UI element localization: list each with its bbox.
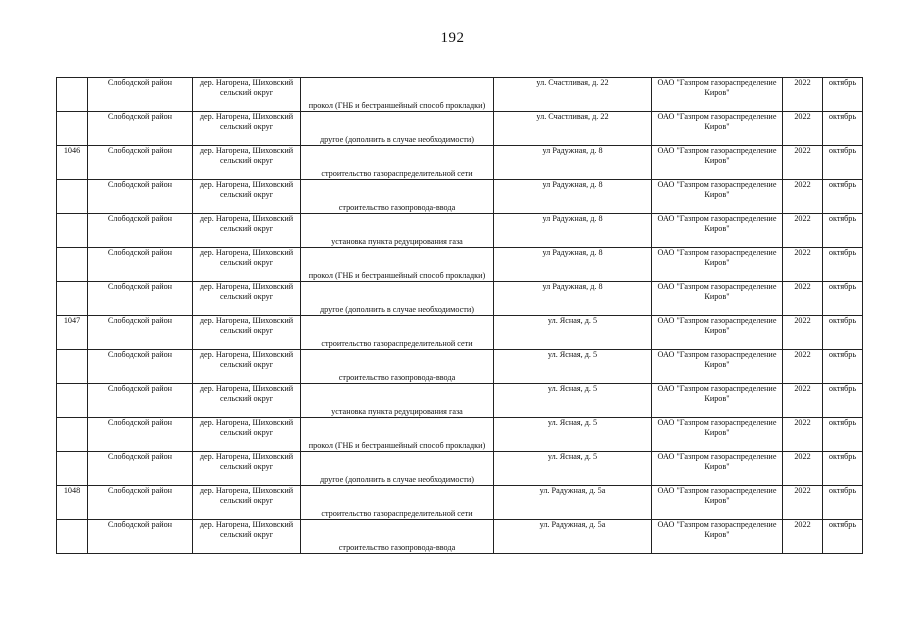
work-type-cell-text: другое (дополнить в случае необходимости): [320, 135, 474, 144]
month-cell-text: октябрь: [828, 316, 857, 325]
settlement-cell-text: дер. Нагорена, Шиховский сельский округ: [199, 282, 294, 301]
table-row: [57, 248, 863, 282]
table-row: [57, 180, 863, 214]
work-type-cell: [301, 316, 494, 350]
organization-cell: [652, 78, 783, 112]
organization-cell: [652, 384, 783, 418]
settlement-cell-text: дер. Нагорена, Шиховский сельский округ: [199, 112, 294, 131]
district-cell: [88, 384, 193, 418]
organization-cell: [652, 418, 783, 452]
settlement-cell-text: дер. Нагорена, Шиховский сельский округ: [199, 350, 294, 369]
year-cell-text: 2022: [794, 282, 811, 291]
organization-cell: [652, 350, 783, 384]
month-cell-text: октябрь: [828, 112, 857, 121]
settlement-cell: [193, 418, 301, 452]
settlement-cell: [193, 146, 301, 180]
year-cell-text: 2022: [794, 316, 811, 325]
year-cell: [783, 418, 823, 452]
district-cell: [88, 282, 193, 316]
organization-cell-text: ОАО "Газпром газораспределение Киров": [657, 214, 777, 233]
settlement-cell: [193, 282, 301, 316]
month-cell: [823, 112, 863, 146]
month-cell: [823, 146, 863, 180]
work-type-cell-text: строительство газопровода-ввода: [338, 373, 456, 382]
district-cell: [88, 112, 193, 146]
year-cell: [783, 452, 823, 486]
work-type-cell: [301, 214, 494, 248]
year-cell: [783, 316, 823, 350]
month-cell: [823, 384, 863, 418]
work-type-cell: [301, 418, 494, 452]
settlement-cell-text: дер. Нагорена, Шиховский сельский округ: [199, 452, 294, 471]
table-row: [57, 384, 863, 418]
district-cell-text: Слободской район: [107, 146, 173, 155]
settlement-cell-text: дер. Нагорена, Шиховский сельский округ: [199, 418, 294, 437]
year-cell-text: 2022: [794, 214, 811, 223]
year-cell: [783, 78, 823, 112]
settlement-cell-text: дер. Нагорена, Шиховский сельский округ: [199, 248, 294, 267]
year-cell: [783, 112, 823, 146]
settlement-cell-text: дер. Нагорена, Шиховский сельский округ: [199, 486, 294, 505]
district-cell: [88, 486, 193, 520]
address-cell-text: ул Радужная, д. 8: [542, 282, 603, 291]
month-cell: [823, 452, 863, 486]
address-cell: [494, 78, 652, 112]
address-cell-text: ул. Ясная, д. 5: [547, 316, 598, 325]
district-cell-text: Слободской район: [107, 350, 173, 359]
organization-cell-text: ОАО "Газпром газораспределение Киров": [657, 350, 777, 369]
settlement-cell-text: дер. Нагорена, Шиховский сельский округ: [199, 316, 294, 335]
month-cell-text: октябрь: [828, 350, 857, 359]
table-row: [57, 350, 863, 384]
settlement-cell: [193, 214, 301, 248]
work-type-cell: [301, 146, 494, 180]
organization-cell-text: ОАО "Газпром газораспределение Киров": [657, 78, 777, 97]
year-cell-text: 2022: [794, 418, 811, 427]
organization-cell: [652, 316, 783, 350]
row-number-cell-text: 1047: [63, 316, 81, 325]
address-cell: [494, 486, 652, 520]
month-cell-text: октябрь: [828, 248, 857, 257]
settlement-cell: [193, 180, 301, 214]
row-number-cell: [57, 316, 88, 350]
month-cell: [823, 316, 863, 350]
year-cell-text: 2022: [794, 180, 811, 189]
work-type-cell-text: прокол (ГНБ и бестраншейный способ прокладки): [308, 101, 486, 110]
row-number-cell: [57, 282, 88, 316]
district-cell: [88, 248, 193, 282]
settlement-cell: [193, 452, 301, 486]
month-cell: [823, 180, 863, 214]
work-type-cell-text: прокол (ГНБ и бестраншейный способ прокладки): [308, 271, 486, 280]
table-body: [57, 78, 863, 554]
month-cell: [823, 248, 863, 282]
address-cell: [494, 214, 652, 248]
district-cell: [88, 78, 193, 112]
settlement-cell: [193, 112, 301, 146]
organization-cell: [652, 486, 783, 520]
settlement-cell: [193, 78, 301, 112]
month-cell-text: октябрь: [828, 282, 857, 291]
settlement-cell-text: дер. Нагорена, Шиховский сельский округ: [199, 78, 294, 97]
work-type-cell: [301, 248, 494, 282]
row-number-cell: [57, 146, 88, 180]
district-cell-text: Слободской район: [107, 418, 173, 427]
settlement-cell: [193, 486, 301, 520]
year-cell: [783, 486, 823, 520]
row-number-cell: [57, 112, 88, 146]
address-cell: [494, 282, 652, 316]
address-cell: [494, 452, 652, 486]
address-cell-text: ул. Радужная, д. 5а: [539, 486, 606, 495]
address-cell: [494, 520, 652, 554]
work-type-cell-text: другое (дополнить в случае необходимости): [320, 475, 474, 484]
address-cell: [494, 350, 652, 384]
district-cell: [88, 520, 193, 554]
work-type-cell: [301, 486, 494, 520]
table-row: [57, 452, 863, 486]
row-number-cell: [57, 248, 88, 282]
year-cell-text: 2022: [794, 350, 811, 359]
month-cell-text: октябрь: [828, 418, 857, 427]
address-cell-text: ул Радужная, д. 8: [542, 248, 603, 257]
table-row: [57, 78, 863, 112]
row-number-cell: [57, 180, 88, 214]
table-row: [57, 486, 863, 520]
year-cell-text: 2022: [794, 248, 811, 257]
table-row: [57, 282, 863, 316]
address-cell-text: ул. Счастливая, д. 22: [536, 112, 609, 121]
table-row: [57, 316, 863, 350]
row-number-cell: [57, 214, 88, 248]
work-type-cell-text: строительство газопровода-ввода: [338, 543, 456, 552]
work-type-cell: [301, 112, 494, 146]
work-type-cell: [301, 78, 494, 112]
district-cell-text: Слободской район: [107, 520, 173, 529]
organization-cell-text: ОАО "Газпром газораспределение Киров": [657, 520, 777, 539]
district-cell: [88, 214, 193, 248]
organization-cell-text: ОАО "Газпром газораспределение Киров": [657, 146, 777, 165]
organization-cell: [652, 452, 783, 486]
district-cell-text: Слободской район: [107, 112, 173, 121]
address-cell-text: ул Радужная, д. 8: [542, 146, 603, 155]
year-cell: [783, 520, 823, 554]
work-type-cell-text: строительство газораспределительной сети: [321, 509, 473, 518]
organization-cell-text: ОАО "Газпром газораспределение Киров": [657, 282, 777, 301]
month-cell-text: октябрь: [828, 214, 857, 223]
organization-cell: [652, 112, 783, 146]
address-cell: [494, 316, 652, 350]
district-cell-text: Слободской район: [107, 452, 173, 461]
organization-cell-text: ОАО "Газпром газораспределение Киров": [657, 486, 777, 505]
year-cell: [783, 350, 823, 384]
address-cell: [494, 418, 652, 452]
organization-cell: [652, 248, 783, 282]
row-number-cell: [57, 418, 88, 452]
year-cell: [783, 384, 823, 418]
organization-cell: [652, 180, 783, 214]
organization-cell: [652, 146, 783, 180]
year-cell: [783, 282, 823, 316]
page-number: 192: [440, 30, 465, 46]
work-type-cell: [301, 520, 494, 554]
address-cell: [494, 180, 652, 214]
work-type-cell-text: прокол (ГНБ и бестраншейный способ прокладки): [308, 441, 486, 450]
year-cell-text: 2022: [794, 146, 811, 155]
district-cell-text: Слободской район: [107, 316, 173, 325]
address-cell-text: ул. Радужная, д. 5а: [539, 520, 606, 529]
settlement-cell-text: дер. Нагорена, Шиховский сельский округ: [199, 520, 294, 539]
work-type-cell: [301, 180, 494, 214]
district-cell-text: Слободской район: [107, 214, 173, 223]
address-cell-text: ул. Счастливая, д. 22: [536, 78, 609, 87]
year-cell: [783, 180, 823, 214]
year-cell-text: 2022: [794, 452, 811, 461]
month-cell: [823, 214, 863, 248]
organization-cell: [652, 214, 783, 248]
month-cell-text: октябрь: [828, 146, 857, 155]
year-cell-text: 2022: [794, 486, 811, 495]
district-cell: [88, 180, 193, 214]
work-type-cell-text: строительство газораспределительной сети: [321, 169, 473, 178]
year-cell: [783, 146, 823, 180]
month-cell: [823, 486, 863, 520]
organization-cell-text: ОАО "Газпром газораспределение Киров": [657, 180, 777, 199]
settlement-cell-text: дер. Нагорена, Шиховский сельский округ: [199, 180, 294, 199]
work-type-cell: [301, 282, 494, 316]
district-cell-text: Слободской район: [107, 248, 173, 257]
year-cell-text: 2022: [794, 520, 811, 529]
month-cell-text: октябрь: [828, 520, 857, 529]
row-number-cell: [57, 384, 88, 418]
work-type-cell-text: строительство газопровода-ввода: [338, 203, 456, 212]
settlement-cell-text: дер. Нагорена, Шиховский сельский округ: [199, 146, 294, 165]
district-cell: [88, 418, 193, 452]
settlement-cell: [193, 520, 301, 554]
month-cell-text: октябрь: [828, 452, 857, 461]
organization-cell-text: ОАО "Газпром газораспределение Киров": [657, 418, 777, 437]
work-type-cell-text: установка пункта редуцирования газа: [331, 237, 463, 246]
row-number-cell: [57, 350, 88, 384]
district-cell: [88, 146, 193, 180]
year-cell: [783, 248, 823, 282]
organization-cell-text: ОАО "Газпром газораспределение Киров": [657, 384, 777, 403]
district-cell-text: Слободской район: [107, 180, 173, 189]
month-cell: [823, 282, 863, 316]
year-cell-text: 2022: [794, 78, 811, 87]
district-cell-text: Слободской район: [107, 384, 173, 393]
organization-cell-text: ОАО "Газпром газораспределение Киров": [657, 452, 777, 471]
month-cell: [823, 350, 863, 384]
table-row: [57, 418, 863, 452]
work-type-cell: [301, 452, 494, 486]
table-row: [57, 520, 863, 554]
address-cell: [494, 248, 652, 282]
organization-cell: [652, 520, 783, 554]
month-cell: [823, 418, 863, 452]
year-cell: [783, 214, 823, 248]
address-cell-text: ул. Ясная, д. 5: [547, 452, 598, 461]
address-cell-text: ул Радужная, д. 8: [542, 214, 603, 223]
district-cell: [88, 350, 193, 384]
organization-cell-text: ОАО "Газпром газораспределение Киров": [657, 112, 777, 131]
row-number-cell: [57, 452, 88, 486]
row-number-cell: [57, 486, 88, 520]
district-cell-text: Слободской район: [107, 486, 173, 495]
settlement-cell: [193, 248, 301, 282]
address-cell-text: ул. Ясная, д. 5: [547, 350, 598, 359]
work-type-cell-text: установка пункта редуцирования газа: [331, 407, 463, 416]
month-cell-text: октябрь: [828, 180, 857, 189]
year-cell-text: 2022: [794, 384, 811, 393]
organization-cell-text: ОАО "Газпром газораспределение Киров": [657, 248, 777, 267]
month-cell-text: октябрь: [828, 78, 857, 87]
work-type-cell: [301, 384, 494, 418]
address-cell-text: ул. Ясная, д. 5: [547, 384, 598, 393]
row-number-cell: [57, 520, 88, 554]
table-row: [57, 146, 863, 180]
address-cell: [494, 146, 652, 180]
work-type-cell-text: другое (дополнить в случае необходимости): [320, 305, 474, 314]
table-row: [57, 112, 863, 146]
district-cell-text: Слободской район: [107, 78, 173, 87]
year-cell-text: 2022: [794, 112, 811, 121]
district-cell: [88, 316, 193, 350]
month-cell: [823, 520, 863, 554]
district-cell: [88, 452, 193, 486]
month-cell-text: октябрь: [828, 486, 857, 495]
work-type-cell-text: строительство газораспределительной сети: [321, 339, 473, 348]
address-cell: [494, 112, 652, 146]
work-type-cell: [301, 350, 494, 384]
settlement-cell: [193, 316, 301, 350]
month-cell: [823, 78, 863, 112]
works-table: [56, 77, 863, 554]
address-cell-text: ул Радужная, д. 8: [542, 180, 603, 189]
settlement-cell: [193, 350, 301, 384]
month-cell-text: октябрь: [828, 384, 857, 393]
settlement-cell: [193, 384, 301, 418]
settlement-cell-text: дер. Нагорена, Шиховский сельский округ: [199, 214, 294, 233]
organization-cell: [652, 282, 783, 316]
row-number-cell: [57, 78, 88, 112]
table-row: [57, 214, 863, 248]
row-number-cell-text: 1046: [63, 146, 81, 155]
organization-cell-text: ОАО "Газпром газораспределение Киров": [657, 316, 777, 335]
row-number-cell-text: 1048: [63, 486, 81, 495]
address-cell-text: ул. Ясная, д. 5: [547, 418, 598, 427]
address-cell: [494, 384, 652, 418]
settlement-cell-text: дер. Нагорена, Шиховский сельский округ: [199, 384, 294, 403]
district-cell-text: Слободской район: [107, 282, 173, 291]
